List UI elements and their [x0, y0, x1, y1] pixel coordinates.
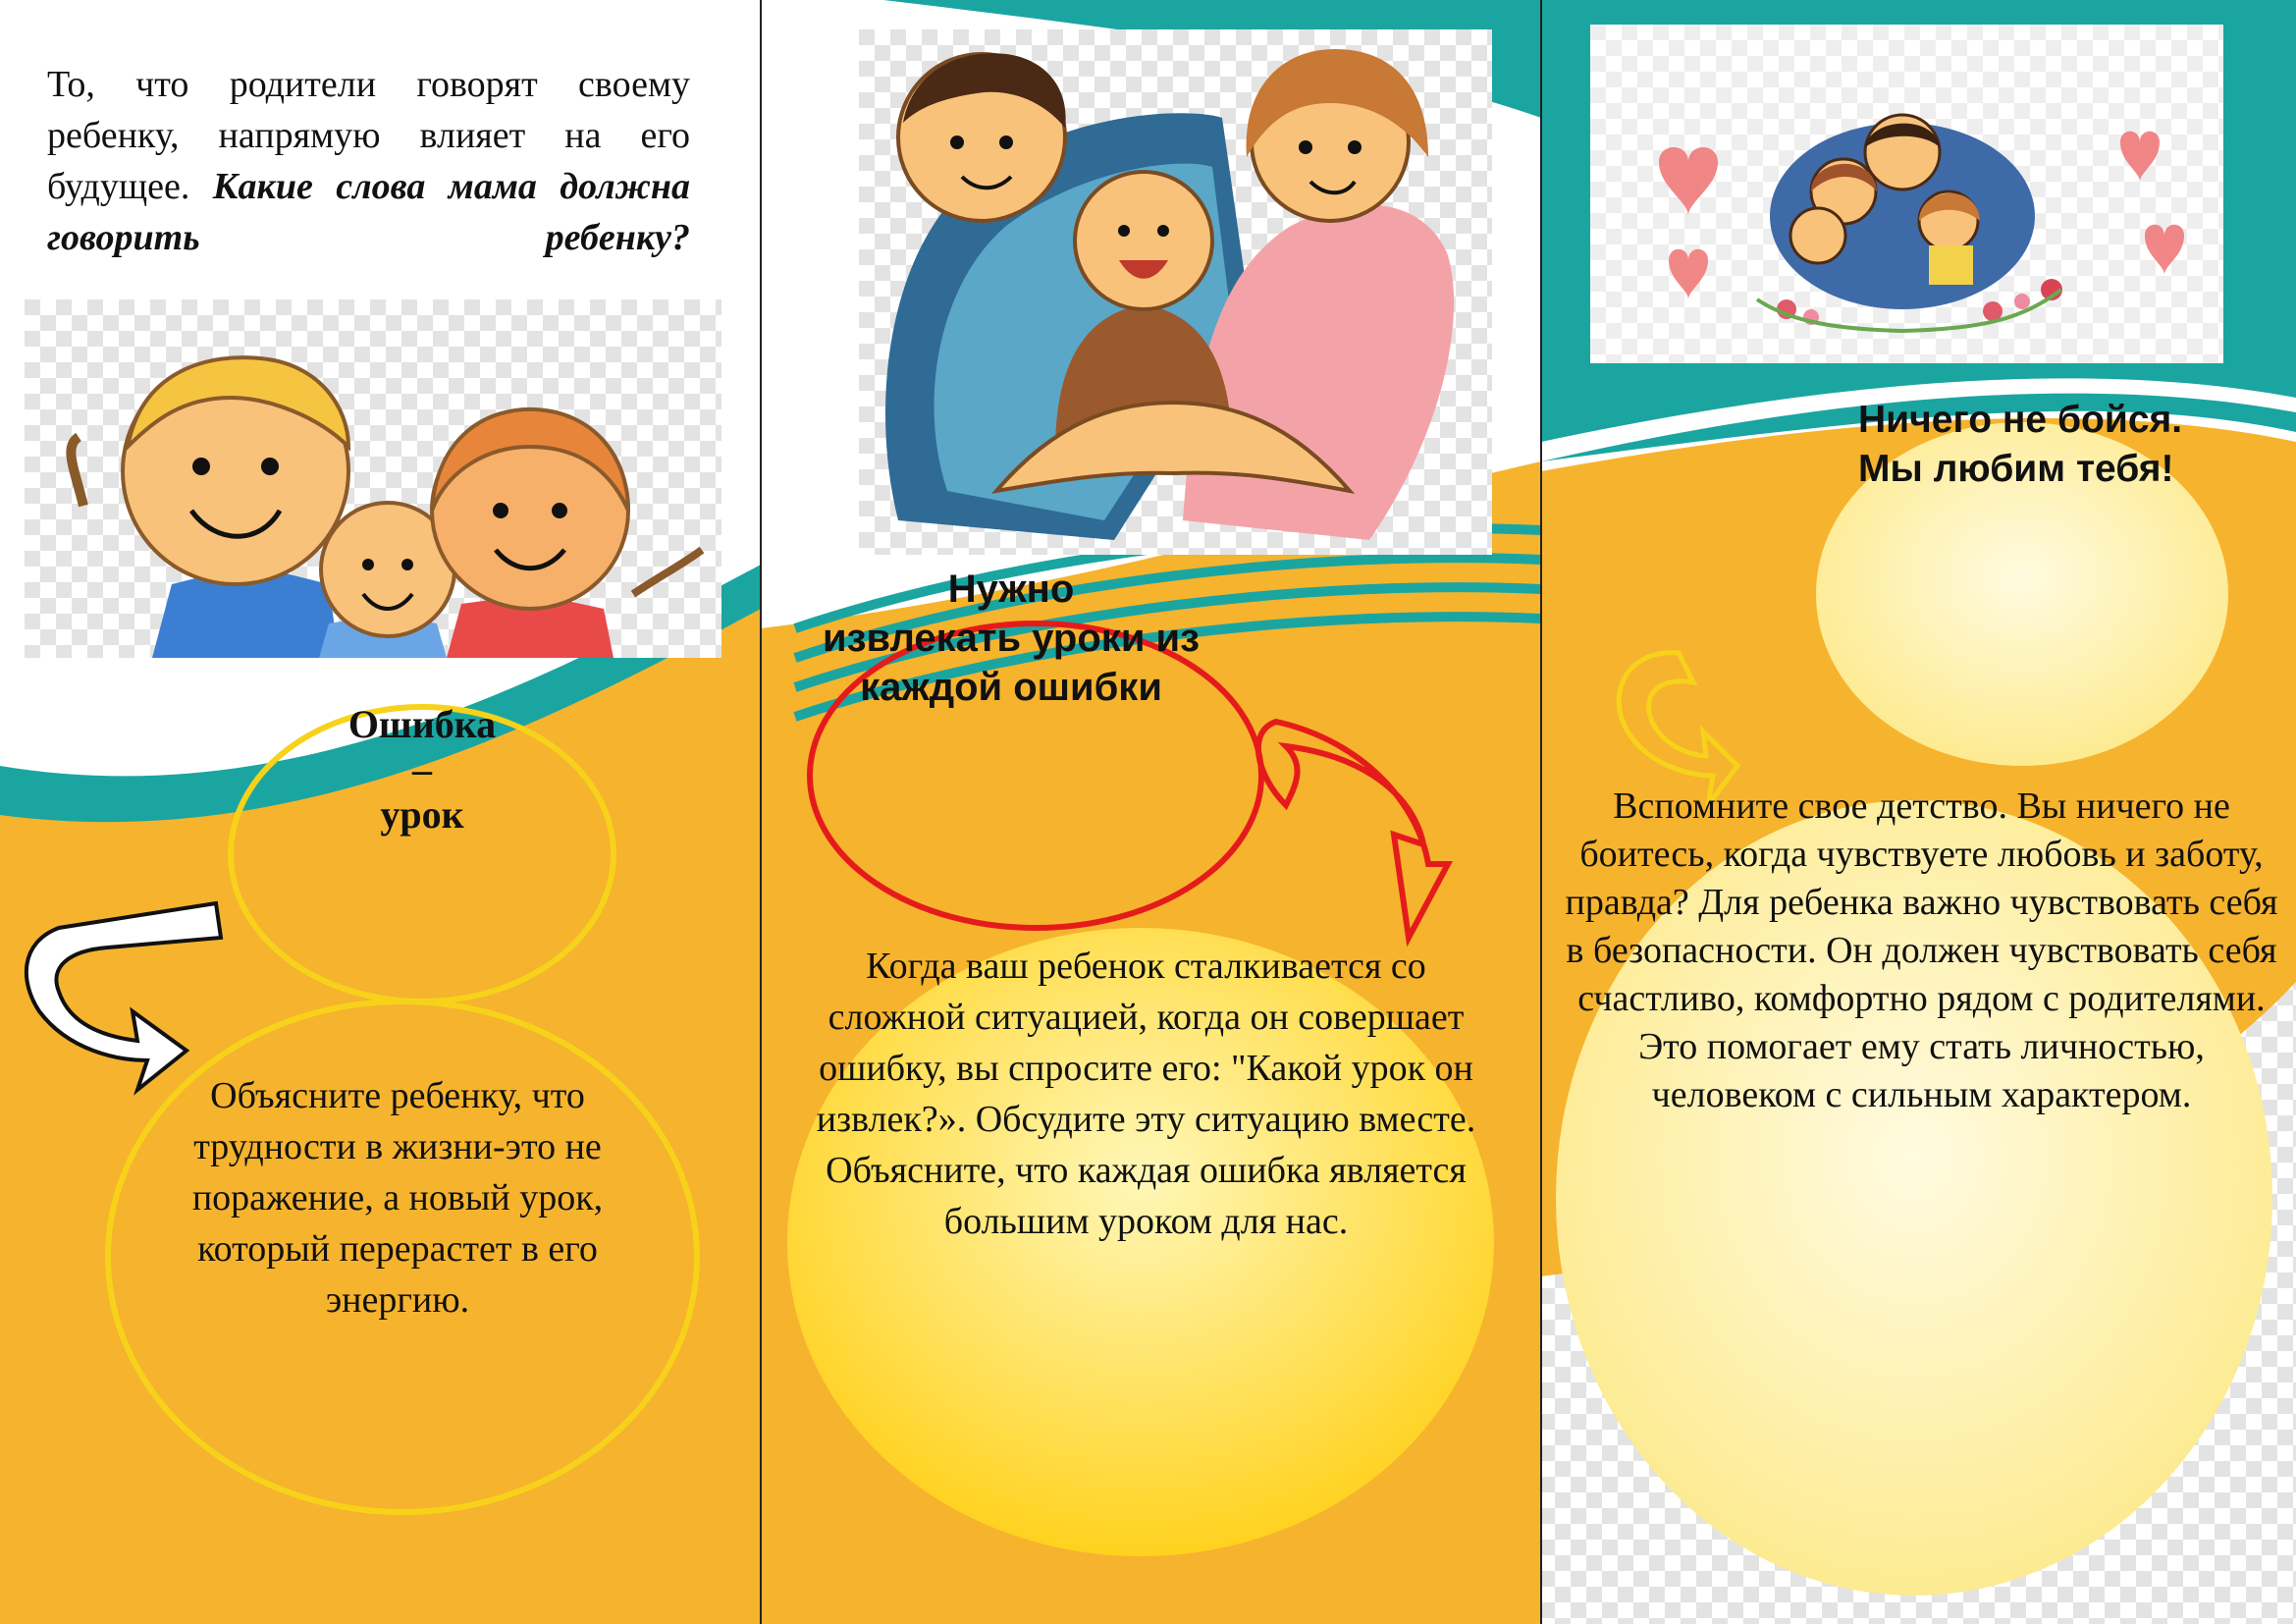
- panel2-heading: [790, 565, 1232, 712]
- panel1-heading: [275, 702, 569, 838]
- panel3-heading: [1858, 396, 2270, 494]
- panel3-heading-line-2: Мы любим тебя!: [1858, 448, 2174, 490]
- boy-head: [1790, 208, 1845, 263]
- family-illustration: [859, 29, 1492, 555]
- panel2-heading-line-3: каждой ошибки: [860, 666, 1162, 709]
- panel3-body: Вспомните свое детство. Вы ничего не боитесь, когда чувствуете любовь и заботу, правда? Для ребенка важно чувствовать себя в безопасности. Он должен чувствовать себя счастливо, комфортно рядом с родителями. Это помогает ему стать личностью, человеком с сильным характером.: [1565, 785, 2278, 1115]
- panel2-heading-line-1: Нужно: [947, 568, 1075, 611]
- panel1-intro-plain: То, что родители говорят своему ребенку, напрямую влияет на его будущее.: [47, 64, 690, 207]
- panel3-heading-line-1: Ничего не бойся.: [1858, 399, 2183, 441]
- panel1-heading-line-1: Ошибка: [347, 702, 497, 746]
- panel1-intro: [47, 59, 690, 263]
- panel1-heading-line-3: урок: [380, 792, 464, 837]
- hug-family-illustration: [1590, 25, 2223, 363]
- panel1-intro-emphasis: Какие слова мама должна говорить ребенку?: [47, 166, 690, 258]
- kids-illustration: [25, 299, 721, 658]
- panel1-body: Объясните ребенку, что трудности в жизни-это не поражение, а новый урок, который перерастет в его энергию.: [191, 1075, 604, 1321]
- panel2-heading-line-2: извлекать уроки из: [822, 617, 1200, 660]
- panel1-heading-line-2: –: [412, 747, 432, 791]
- panel2-body: Когда ваш ребенок сталкивается со сложной ситуацией, когда он совершает ошибку, вы спросите его: "Какой урок он извлек?». Обсудите эту ситуацию вместе. Объясните, что каждая ошибка является большим уроком для нас.: [816, 946, 1476, 1242]
